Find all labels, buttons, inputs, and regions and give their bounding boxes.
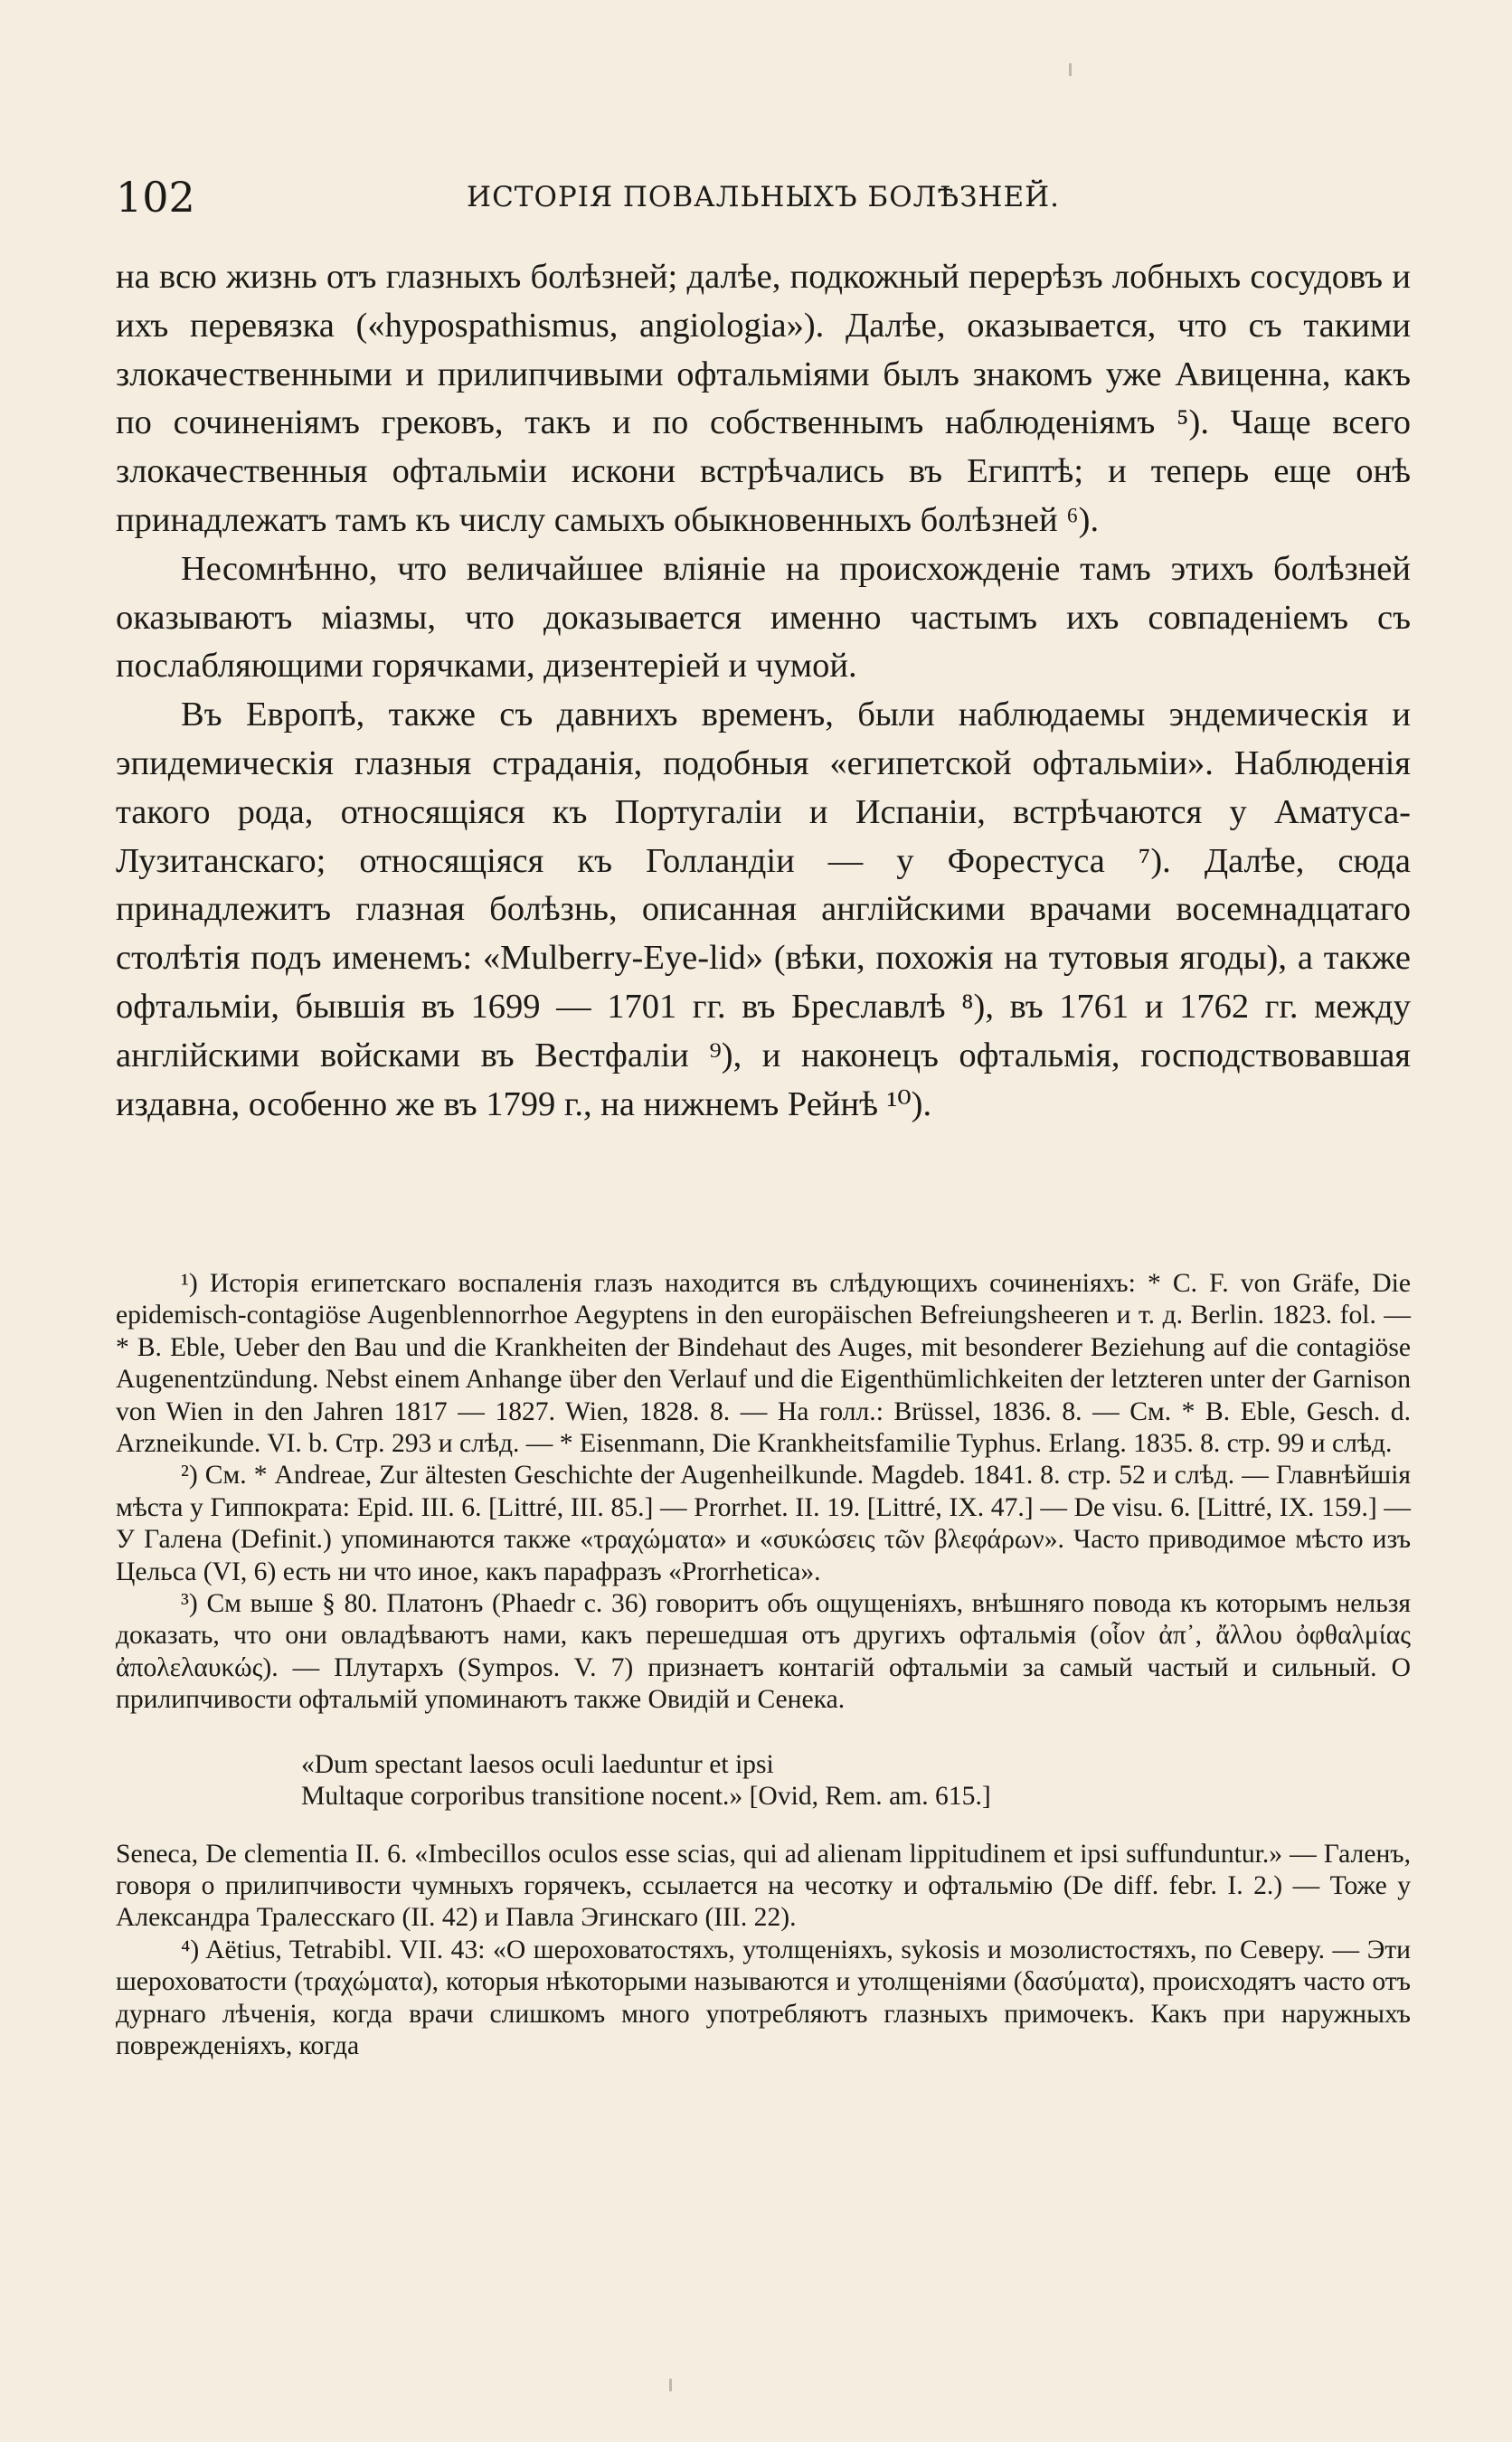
ovid-quote (301, 1749, 1411, 1813)
page-number: 102 (116, 173, 195, 222)
footnote-4: ⁴) Aëtius, Tetrabibl. VII. 43: «О шероховатостяхъ, утолщеніяхъ, sykosis и мозолистостяхъ, по Северу. — Эти шероховатости (τραχώματα), которыя нѣкоторыми называются и утолщеніями (δασύματα), происходятъ часто отъ дурнаго лѣченія, когда врачи слишкомъ много употребляютъ глазныхъ примочекъ. Какъ при наружныхъ поврежденіяхъ, когда (116, 1935, 1411, 2060)
paper-speck (669, 2379, 672, 2391)
quote-line: Multaque corporibus transitione nocent.» [Ovid, Rem. am. 615.] (301, 1782, 991, 1812)
running-head: ИСТОРІЯ ПОВАЛЬНЫХЪ БОЛѢЗНЕЙ. (467, 181, 1060, 213)
paper-speck (1069, 63, 1072, 76)
footnote-3: ³) См выше § 80. Платонъ (Phaedr c. 36) говоритъ объ ощущеніяхъ, внѣшняго повода къ которымъ нельзя доказать, что они овладѣваютъ нами, какъ перешедшая отъ другихъ офтальмія (οἷον ἀπ᾽, ἄλλου ὀφθαλμίας ἀπολελαυκώς). — Плутархъ (Sympos. V. 7) признаетъ контагій офтальміи за самый частый и сильный. О прилипчивости офтальмій упоминаютъ также Овидій и Сенека. (116, 1589, 1411, 1715)
main-paragraph: Въ Европѣ, также съ давнихъ временъ, были наблюдаемы эндемическія и эпидемическія глазныя страданія, подобныя «египетской офтальміи». Наблюденія такого рода, относящіяся къ Португаліи и Испаніи, встрѣчаются у Аматуса-Лузитанскаго; относящіяся къ Голландіи — у Форестуса ⁷). Далѣе, сюда принадлежитъ глазная болѣзнь, описанная англійскими врачами восемнадцатаго столѣтія подъ именемъ: «Mulberry-Eye-lid» (вѣки, похожія на тутовыя ягоды), а также офтальміи, бывшія въ 1699 — 1701 гг. въ Бреславлѣ ⁸), въ 1761 и 1762 гг. между англійскими войсками въ Вестфаліи ⁹), и наконецъ офтальмія, господствовавшая издавна, особенно же въ 1799 г., на нижнемъ Рейнѣ ¹⁰). (116, 696, 1411, 1123)
main-paragraph: Несомнѣнно, что величайшее вліяніе на происхожденіе тамъ этихъ болѣзней оказываютъ міазмы, что доказывается именно частымъ ихъ совпаденіемъ съ послабляющими горячками, дизентеріей и чумой. (116, 549, 1411, 686)
page-header (116, 170, 1411, 224)
footnote-2: ²) См. * Andreae, Zur ältesten Geschichte der Augenheilkunde. Magdeb. 1841. 8. стр. 52 и слѣд. — Главнѣйшія мѣста у Гиппократа: Epid. III. 6. [Littré, III. 85.] — Prorrhet. II. 19. [Littré, IX. 47.] — De visu. 6. [Littré, IX. 159.] — У Галена (Definit.) упоминаются также «τραχώματα» и «συκώσεις τῶν βλεφάρων». Часто приводимое мѣсто изъ Цельса (VI, 6) есть ни что иное, какъ парафразъ «Prorrhetica». (116, 1461, 1411, 1586)
footnote-3-continued: Seneca, De clementia II. 6. «Imbecillos oculos esse scias, qui ad alienam lippitudinem et ipsi suffunduntur.» — Галенъ, говоря о прилипчивости чумныхъ горячекъ, ссылается на чесотку и офтальмію (De diff. febr. I. 2.) — Тоже у Александра Тралесскаго (II. 42) и Павла Эгинскаго (III. 22). (116, 1839, 1411, 1933)
footnote-1: ¹) Исторія египетскаго воспаленія глазъ находится въ слѣдующихъ сочиненіяхъ: * C. F. von Gräfe, Die epidemisch-contagiöse Augenblennorrhoe Aegyptens in den europäischen Befreiungsheeren и т. д. Berlin. 1823. fol. — * B. Eble, Ueber den Bau und die Krankheiten der Bindehaut des Auges, mit besonderer Beziehung auf die contagiöse Augenentzündung. Nebst einem Anhange über den Verlauf und die Eigenthümlichkeiten der letzteren unter der Garnison von Wien in den Jahren 1817 — 1827. Wien, 1828. 8. — На голл.: Brüssel, 1836. 8. — См. * B. Eble, Gesch. d. Arzneikunde. VI. b. Стр. 293 и слѣд. — * Eisenmann, Die Krankheitsfamilie Typhus. Erlang. 1835. 8. стр. 99 и слѣд. (116, 1269, 1411, 1459)
footnotes (116, 1268, 1411, 2062)
main-paragraph: на всю жизнь отъ глазныхъ болѣзней; далѣе, подкожный перерѣзъ лобныхъ сосудовъ и ихъ перевязка («hyposрathismus, angiologia»). Далѣе, оказывается, что съ такими злокачественными и прилипчивыми офтальміями былъ знакомъ уже Авиценна, какъ по сочиненіямъ грековъ, такъ и по собственнымъ наблюденіямъ ⁵). Чаще всего злокачественныя офтальміи искони встрѣчались въ Египтѣ; и теперь еще онѣ принадлежатъ тамъ къ числу самыхъ обыкновенныхъ болѣзней ⁶). (116, 258, 1411, 539)
quote-line: «Dum spectant laesos oculi laeduntur et ipsi (301, 1749, 774, 1779)
main-text (116, 253, 1411, 1129)
